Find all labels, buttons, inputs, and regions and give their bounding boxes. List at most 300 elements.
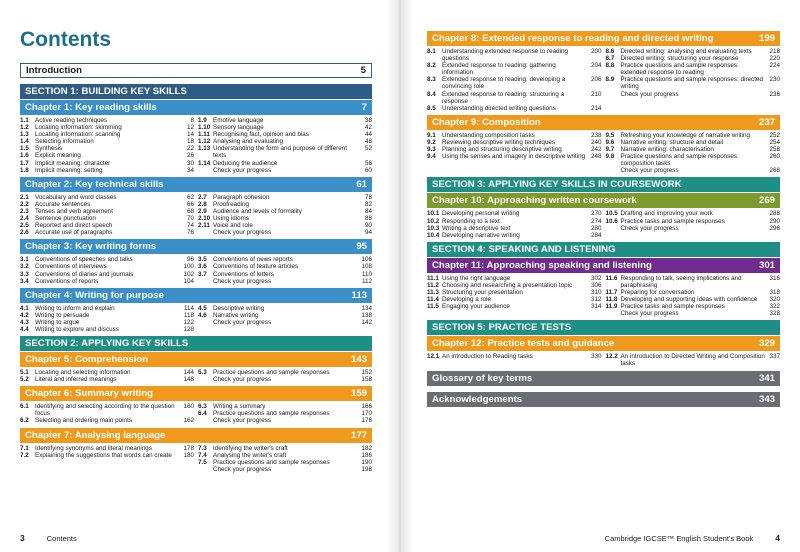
entry-number: 5.1 xyxy=(20,369,29,377)
entry-number: 1.10 xyxy=(198,124,211,132)
toc-entry[interactable] xyxy=(20,369,194,376)
toc-entry[interactable] xyxy=(20,417,194,424)
entry-title: Check your progress xyxy=(213,465,272,473)
toc-entry[interactable] xyxy=(198,376,372,383)
entry-title: Practice questions and sample responses xyxy=(213,410,330,418)
entry-title: Practice questions and sample responses: extended response to reading xyxy=(620,62,739,77)
entry-number: 11.5 xyxy=(427,303,439,311)
chapter-page: 113 xyxy=(351,289,367,301)
entry-title: Writing to inform and explain xyxy=(35,304,115,312)
toc-entry[interactable] xyxy=(20,312,194,319)
entry-title: Conventions of speeches and talks xyxy=(35,256,133,264)
entry-page: 190 xyxy=(361,458,372,466)
entry-page: 182 xyxy=(361,444,372,452)
entry-page: 260 xyxy=(769,153,780,161)
toc-entry[interactable] xyxy=(20,403,194,417)
entry-number: 8.9 xyxy=(605,76,615,84)
entry-page: 274 xyxy=(590,217,602,225)
chapter-heading[interactable] xyxy=(20,386,372,401)
entry-title: Understanding extended response to reading questions xyxy=(442,48,569,63)
entry-title: Reported and direct speech xyxy=(35,222,113,230)
chapter-heading[interactable] xyxy=(20,288,372,303)
entry-page: 322 xyxy=(769,303,780,311)
chapter-12-entries xyxy=(427,351,780,370)
toc-entry[interactable] xyxy=(20,201,194,208)
entry-title: Conventions of letters xyxy=(213,270,274,278)
entry-page: 158 xyxy=(361,376,372,384)
toc-entry[interactable] xyxy=(606,132,781,139)
toc-entry[interactable] xyxy=(20,138,194,145)
entry-page: 204 xyxy=(590,62,602,70)
entry-title: Conventions of interviews xyxy=(35,263,107,271)
entry-page: 110 xyxy=(361,270,372,278)
entry-number: 4.3 xyxy=(20,318,29,326)
chapter-heading[interactable] xyxy=(20,239,372,254)
entry-number: 1.14 xyxy=(198,159,211,167)
entry-page: 170 xyxy=(361,410,372,418)
toc-entry[interactable] xyxy=(427,146,602,153)
toc-entry[interactable] xyxy=(198,131,372,138)
entry-title: Refreshing your knowledge of narrative writing xyxy=(620,131,751,139)
toc-entry[interactable] xyxy=(427,218,602,225)
entry-title: Implicit meaning: character xyxy=(35,159,111,167)
chapter-label: Chapter 5: Comprehension xyxy=(25,354,149,366)
toc-entry[interactable] xyxy=(20,167,194,174)
toc-entry[interactable] xyxy=(198,445,372,452)
entry-title: Conventions of news reports xyxy=(213,256,293,264)
entry-title: Analysing and evaluating xyxy=(213,138,284,146)
entry-title: Conventions of feature articles xyxy=(213,263,299,271)
entry-page: 160 xyxy=(183,403,194,411)
toc-entry[interactable] xyxy=(427,232,602,239)
entry-number: 6.3 xyxy=(198,403,207,411)
entry-page: 280 xyxy=(590,224,602,232)
section-1-heading: SECTION 1: BUILDING KEY SKILLS xyxy=(20,84,372,99)
entry-title: Check your progress xyxy=(213,166,272,174)
entry-page: 102 xyxy=(183,270,194,278)
toc-entry[interactable] xyxy=(427,62,602,76)
entry-page: 82 xyxy=(364,200,372,208)
glossary-entry[interactable] xyxy=(427,371,780,386)
entry-number: 8.5 xyxy=(427,104,436,112)
entry-number: 12.2 xyxy=(605,353,618,361)
entry-number: 9.8 xyxy=(605,153,615,161)
entry-page: 152 xyxy=(361,369,372,377)
entry-title: Active reading techniques xyxy=(35,117,108,124)
toc-entry[interactable] xyxy=(427,48,602,62)
entry-title: Deducing the audience xyxy=(213,159,278,167)
entry-page: 206 xyxy=(590,76,602,84)
toc-entry[interactable] xyxy=(20,263,194,270)
entry-page: 258 xyxy=(769,146,780,154)
entry-page: 118 xyxy=(183,311,194,319)
toc-entry[interactable] xyxy=(606,167,781,174)
toc-entry[interactable] xyxy=(198,278,372,285)
chapter-heading[interactable] xyxy=(20,177,372,192)
entry-title: Writing to explore and discuss xyxy=(35,325,119,333)
toc-entry[interactable] xyxy=(606,353,781,367)
entry-title: Developing and supporting ideas with confidence xyxy=(620,296,758,304)
introduction-entry[interactable] xyxy=(20,63,372,78)
footer-right-label: Cambridge IGCSE™ English Student's Book xyxy=(604,533,754,543)
entry-title: Practice questions and sample responses xyxy=(213,458,330,466)
entry-page: 176 xyxy=(361,417,372,425)
toc-entry[interactable] xyxy=(198,229,372,236)
entry-page: 296 xyxy=(769,224,780,232)
toc-entry[interactable] xyxy=(20,131,194,138)
entry-title: Developing narrative writing xyxy=(442,231,520,239)
entry-title: Narrative writing xyxy=(213,311,259,319)
toc-entry[interactable] xyxy=(20,215,194,222)
entry-page: 220 xyxy=(769,55,780,63)
toc-entry[interactable] xyxy=(198,222,372,229)
entry-title: Choosing and researching a presentation topic xyxy=(442,281,573,289)
entry-title: Using idioms xyxy=(213,215,250,223)
glossary-page: 341 xyxy=(758,372,775,384)
toc-entry[interactable] xyxy=(198,201,372,208)
entry-page: 78 xyxy=(364,193,372,201)
entry-title: Understanding directed writing questions xyxy=(442,104,556,112)
entry-title: Preparing for conversation xyxy=(620,288,695,296)
toc-entry[interactable] xyxy=(20,445,194,452)
toc-entry[interactable] xyxy=(20,222,194,229)
chapter-page: 329 xyxy=(758,338,775,350)
toc-entry[interactable] xyxy=(20,152,194,159)
entry-page: 18 xyxy=(186,138,194,146)
entry-title: Check your progress xyxy=(213,318,272,326)
toc-entry[interactable] xyxy=(20,124,194,131)
entry-number: 9.4 xyxy=(427,153,436,161)
chapter-7-entries xyxy=(20,443,372,476)
entry-page: 270 xyxy=(590,210,602,218)
chapter-page: 199 xyxy=(758,33,775,44)
chapter-page: 159 xyxy=(350,388,367,400)
toc-entry[interactable] xyxy=(198,369,372,376)
chapter-page: 269 xyxy=(758,195,775,207)
entry-title: Check your progress xyxy=(213,376,272,384)
toc-entry[interactable] xyxy=(198,466,372,473)
entry-page: 94 xyxy=(364,229,372,237)
entry-number: 4.2 xyxy=(20,311,29,319)
toc-entry[interactable] xyxy=(606,289,781,296)
toc-entry[interactable] xyxy=(198,410,372,417)
entry-title: An introduction to Directed Writing and Composition tasks xyxy=(620,353,765,368)
entry-page: 108 xyxy=(361,263,372,271)
toc-entry[interactable] xyxy=(198,319,372,326)
entry-number: 9.7 xyxy=(605,146,615,154)
entry-title: Writing to persuade xyxy=(35,311,90,319)
toc-entry[interactable] xyxy=(198,160,372,167)
entry-title: An introduction to Reading tasks xyxy=(442,353,533,361)
toc-entry[interactable] xyxy=(427,275,602,282)
entry-title: Paragraph cohesion xyxy=(213,193,270,201)
entry-number: 2.10 xyxy=(198,215,211,223)
ack-page: 343 xyxy=(758,393,775,405)
toc-entry[interactable] xyxy=(198,117,372,124)
chapter-heading[interactable] xyxy=(20,100,372,115)
entry-page: 74 xyxy=(186,222,194,230)
toc-entry[interactable] xyxy=(198,194,372,201)
toc-entry[interactable] xyxy=(198,124,372,131)
toc-entry[interactable] xyxy=(427,282,602,289)
toc-entry[interactable] xyxy=(198,167,372,174)
entry-number: 1.4 xyxy=(20,138,29,146)
entry-title: Recognising fact, opinion and bias xyxy=(213,131,309,139)
entry-number: 4.6 xyxy=(198,311,207,319)
toc-entry[interactable] xyxy=(20,145,194,152)
entry-title: Analysing the writer's craft xyxy=(213,451,287,459)
toc-entry[interactable] xyxy=(606,303,781,310)
entry-page: 316 xyxy=(769,274,780,282)
chapter-label: Chapter 3: Key writing forms xyxy=(25,241,157,253)
toc-entry[interactable] xyxy=(20,376,194,383)
ack-label: Acknowledgements xyxy=(432,393,523,405)
entry-title: Tenses and verb agreement xyxy=(35,207,114,215)
entry-page: 138 xyxy=(361,311,372,319)
toc-entry[interactable] xyxy=(606,210,781,217)
chapter-label: Chapter 4: Writing for purpose xyxy=(25,289,164,301)
toc-entry[interactable] xyxy=(20,271,194,278)
toc-entry[interactable] xyxy=(606,310,781,317)
entry-number: 11.8 xyxy=(605,296,618,304)
entry-page: 254 xyxy=(769,138,780,146)
entry-page: 30 xyxy=(186,159,194,167)
entry-number: 3.7 xyxy=(198,270,207,278)
entry-title: Locating and selecting information xyxy=(35,369,131,377)
toc-entry[interactable] xyxy=(20,229,194,236)
toc-entry[interactable] xyxy=(198,138,372,145)
entry-page: 198 xyxy=(361,465,372,473)
toc-entry[interactable] xyxy=(606,91,781,98)
chapter-page: 61 xyxy=(356,178,367,190)
entry-title: Practice questions and sample responses: directed writing xyxy=(620,76,763,91)
toc-entry[interactable] xyxy=(427,76,602,90)
entry-page: 114 xyxy=(183,304,194,312)
entry-page: 186 xyxy=(361,451,372,459)
chapter-heading[interactable] xyxy=(427,31,780,46)
entry-number: 8.4 xyxy=(427,90,436,98)
toc-entry[interactable] xyxy=(606,296,781,303)
toc-entry[interactable] xyxy=(427,105,602,112)
entry-title: Literal and inferred meanings xyxy=(35,376,117,384)
entry-title: Check your progress xyxy=(620,224,679,232)
entry-page: 210 xyxy=(590,90,602,98)
entry-title: Practice tasks and sample responses xyxy=(620,217,725,225)
entry-title: Developing a role xyxy=(442,296,492,304)
toc-entry[interactable] xyxy=(606,146,781,153)
intro-label: Introduction xyxy=(26,65,82,76)
entry-page: 56 xyxy=(364,159,372,167)
entry-title: Check your progress xyxy=(620,90,679,98)
chapter-heading[interactable] xyxy=(20,428,372,443)
toc-entry[interactable] xyxy=(427,91,602,105)
entry-page: 22 xyxy=(186,145,194,153)
entry-title: Using the right language xyxy=(442,274,511,282)
toc-entry[interactable] xyxy=(606,62,781,76)
toc-entry[interactable] xyxy=(20,160,194,167)
entry-page: 230 xyxy=(769,76,780,84)
entry-title: Writing a summary xyxy=(213,403,266,411)
toc-entry[interactable] xyxy=(606,153,781,167)
entry-number: 2.3 xyxy=(20,207,29,215)
entry-number: 5.2 xyxy=(20,376,29,384)
entry-page: 214 xyxy=(590,104,602,112)
entry-title: Narrative writing: structure and detail xyxy=(620,138,724,146)
entry-title: Extended response to reading: gathering information xyxy=(442,62,556,77)
entry-number: 8.2 xyxy=(427,62,436,70)
entry-page: 42 xyxy=(364,124,372,132)
section-4-heading: SECTION 4: SPEAKING AND LISTENING xyxy=(427,242,780,257)
toc-entry[interactable] xyxy=(427,139,602,146)
entry-title: Drafting and improving your work xyxy=(620,210,713,218)
entry-number: 10.6 xyxy=(605,217,618,225)
chapter-label: Chapter 8: Extended response to reading and directed writing xyxy=(432,33,714,44)
entry-page: 106 xyxy=(361,256,372,264)
toc-entry[interactable] xyxy=(20,305,194,312)
toc-entry[interactable] xyxy=(198,452,372,459)
entry-page: 320 xyxy=(769,296,780,304)
entry-page: 306 xyxy=(590,281,602,289)
acknowledgements-entry[interactable] xyxy=(427,392,780,407)
entry-number: 2.7 xyxy=(198,193,207,201)
toc-entry[interactable] xyxy=(198,312,372,319)
toc-entry[interactable] xyxy=(198,256,372,263)
chapter-page: 237 xyxy=(758,116,775,128)
entry-page: 44 xyxy=(364,131,372,139)
toc-entry[interactable] xyxy=(20,278,194,285)
toc-entry[interactable] xyxy=(20,194,194,201)
chapter-8-entries xyxy=(427,46,780,115)
toc-entry[interactable] xyxy=(20,117,194,124)
toc-entry[interactable] xyxy=(427,296,602,303)
toc-entry[interactable] xyxy=(20,319,194,326)
chapter-6-entries xyxy=(20,401,372,427)
entry-title: Understanding composition tasks xyxy=(442,131,535,139)
entry-title: Sensory language xyxy=(213,124,264,132)
entry-number: 3.5 xyxy=(198,256,207,264)
book-gutter xyxy=(386,0,414,552)
entry-number: 11.1 xyxy=(427,274,439,282)
toc-entry[interactable] xyxy=(606,76,781,90)
entry-number: 4.1 xyxy=(20,304,29,312)
chapter-page: 7 xyxy=(361,102,367,113)
toc-entry[interactable] xyxy=(606,225,781,232)
entry-page: 248 xyxy=(590,153,602,161)
entry-title: Identifying synonyms and literal meanings xyxy=(35,444,152,452)
toc-entry[interactable] xyxy=(606,275,781,289)
toc-entry[interactable] xyxy=(427,225,602,232)
entry-page: 38 xyxy=(364,117,372,124)
entry-page: 318 xyxy=(769,288,780,296)
toc-entry[interactable] xyxy=(198,145,372,159)
entry-title: Locating information: scanning xyxy=(35,131,121,139)
toc-entry[interactable] xyxy=(427,210,602,217)
toc-entry[interactable] xyxy=(198,215,372,222)
toc-entry[interactable] xyxy=(20,256,194,263)
toc-entry[interactable] xyxy=(606,55,781,62)
entry-page: 178 xyxy=(183,444,194,452)
chapter-label: Chapter 12: Practice tests and guidance xyxy=(432,338,615,350)
entry-page: 290 xyxy=(769,217,780,225)
entry-number: 1.3 xyxy=(20,131,29,139)
entry-number: 1.6 xyxy=(20,152,29,160)
toc-entry[interactable] xyxy=(198,208,372,215)
toc-entry[interactable] xyxy=(20,208,194,215)
chapter-heading[interactable] xyxy=(427,336,780,351)
toc-entry[interactable] xyxy=(606,48,781,55)
toc-entry[interactable] xyxy=(198,403,372,410)
toc-entry[interactable] xyxy=(20,326,194,333)
entry-title: Explaining the suggestions that words can create xyxy=(35,451,172,459)
entry-page: 268 xyxy=(769,167,780,175)
entry-number: 6.1 xyxy=(20,403,29,411)
chapter-page: 301 xyxy=(758,259,775,271)
entry-page: 66 xyxy=(186,200,194,208)
chapter-label: Chapter 6: Summary writing xyxy=(25,388,153,400)
toc-entry[interactable] xyxy=(198,417,372,424)
toc-entry[interactable] xyxy=(606,218,781,225)
entry-number: 9.1 xyxy=(427,131,436,139)
toc-entry[interactable] xyxy=(427,353,602,360)
chapter-3-entries xyxy=(20,254,372,287)
toc-entry[interactable] xyxy=(198,305,372,312)
entry-title: Developing personal writing xyxy=(442,210,520,218)
entry-number: 10.2 xyxy=(427,217,440,225)
toc-entry[interactable] xyxy=(427,303,602,310)
chapter-heading[interactable] xyxy=(427,258,780,273)
entry-title: Locating information: skimming xyxy=(35,124,122,132)
chapter-label: Chapter 7: Analysing language xyxy=(25,429,166,441)
entry-title: Conventions of reports xyxy=(35,277,99,285)
entry-title: Directed writing: analysing and evaluating texts xyxy=(620,48,752,55)
entry-number: 5.3 xyxy=(198,369,207,377)
toc-entry[interactable] xyxy=(427,153,602,160)
entry-page: 284 xyxy=(590,231,602,239)
entry-page: 76 xyxy=(186,229,194,237)
entry-page: 26 xyxy=(186,152,194,160)
entry-number: 2.9 xyxy=(198,207,207,215)
entry-title: Synthesis xyxy=(35,145,63,153)
entry-title: Selecting information xyxy=(35,138,94,146)
entry-number: 4.4 xyxy=(20,325,29,333)
toc-entry[interactable] xyxy=(20,452,194,459)
toc-entry[interactable] xyxy=(198,263,372,270)
entry-title: Voice and role xyxy=(213,222,253,230)
entry-number: 2.2 xyxy=(20,200,29,208)
toc-entry[interactable] xyxy=(427,289,602,296)
entry-page: 337 xyxy=(769,353,780,361)
toc-entry[interactable] xyxy=(198,271,372,278)
entry-title: Emotive language xyxy=(213,117,264,124)
chapter-label: Chapter 9: Composition xyxy=(432,116,541,128)
chapter-heading[interactable] xyxy=(427,115,780,130)
chapter-heading[interactable] xyxy=(20,352,372,367)
toc-entry[interactable] xyxy=(198,459,372,466)
entry-number: 1.2 xyxy=(20,124,29,132)
entry-title: Identifying the writer's craft xyxy=(213,444,288,452)
toc-entry[interactable] xyxy=(427,132,602,139)
chapter-heading[interactable] xyxy=(427,193,780,208)
entry-title: Engaging your audience xyxy=(442,303,510,311)
entry-number: 7.5 xyxy=(198,458,207,466)
entry-title: Reviewing descriptive writing techniques xyxy=(442,138,556,146)
entry-page: 84 xyxy=(364,207,372,215)
toc-entry[interactable] xyxy=(606,139,781,146)
entry-title: Conventions of diaries and journals xyxy=(35,270,134,278)
glossary-label: Glossary of key terms xyxy=(432,372,533,384)
entry-number: 9.2 xyxy=(427,138,436,146)
entry-number: 8.6 xyxy=(605,48,615,55)
